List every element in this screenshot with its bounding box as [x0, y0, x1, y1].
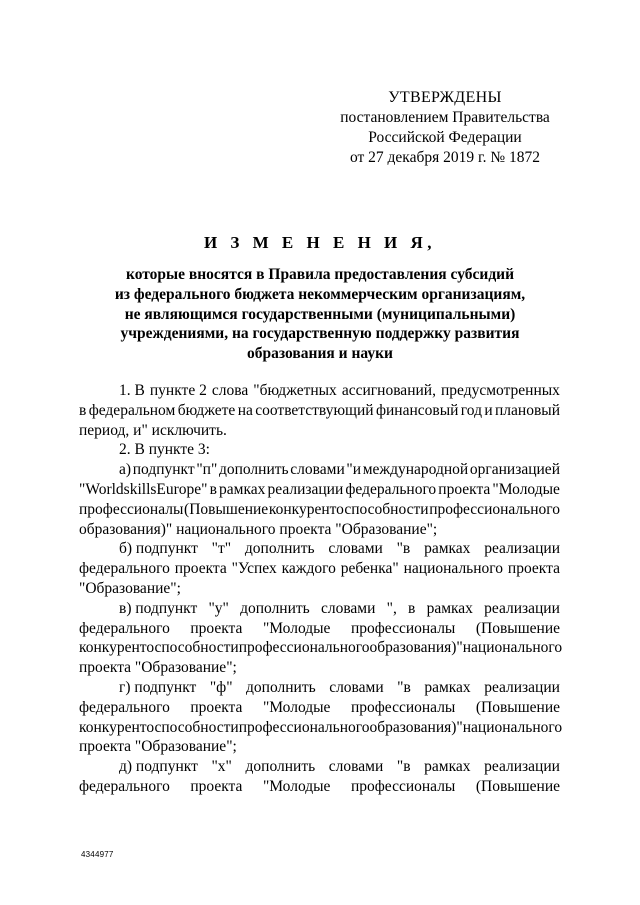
body-word: предусмотренных: [441, 382, 560, 399]
body-word: дополнить: [218, 461, 289, 479]
body-word: ребенка": [340, 560, 399, 578]
body-line: [79, 777, 560, 797]
body-word: ",: [386, 599, 397, 617]
body-word: рамках: [424, 758, 471, 776]
body-word: федерального: [79, 777, 170, 795]
body-word: образования)": [369, 718, 463, 736]
body-line: [79, 619, 560, 639]
body-line: [79, 638, 563, 658]
body-line: [79, 480, 560, 500]
body-word: профессионального: [238, 639, 370, 657]
body-word: "п": [196, 461, 218, 479]
body-line: [79, 559, 560, 579]
body-word: профессионалы: [350, 619, 456, 637]
body-word: дополнить: [244, 540, 315, 558]
body-word: а): [119, 461, 132, 479]
document-subtitle-line: из федерального бюджета некоммерческим организациям,: [114, 285, 526, 303]
body-word: "в: [396, 540, 411, 558]
document-subtitle-line: учреждениями, на государственную поддержку развития: [120, 325, 520, 343]
body-word: проекта: [190, 619, 243, 637]
body-word: "и: [346, 461, 362, 479]
body-word: рамках: [424, 678, 471, 696]
body-word: дополнить: [246, 678, 316, 696]
body-word: федерального: [345, 480, 437, 498]
body-word: федерального: [79, 560, 170, 578]
body-word: проекта: [507, 560, 560, 578]
body-word: рамках: [426, 599, 473, 617]
body-word: словами: [328, 540, 383, 558]
body-word: реализации: [484, 678, 560, 696]
body-word: федерального: [79, 619, 170, 637]
body-word: словами: [329, 678, 384, 696]
body-word: плановый: [495, 401, 560, 419]
body-word: в: [79, 401, 87, 419]
body-line: [79, 678, 560, 698]
body-word: (Повышение: [184, 500, 269, 518]
body-word: реализации: [484, 758, 560, 776]
approval-title: УТВЕРЖДЕНЫ: [388, 89, 502, 106]
body-word: проекта: [190, 698, 243, 716]
body-word: рамках: [424, 540, 471, 558]
body-word: бюджете: [177, 401, 236, 419]
body-word: подпункт: [132, 461, 195, 479]
body-line: [79, 599, 560, 619]
body-word: федеральном: [88, 401, 176, 419]
body-word: "бюджетных: [253, 382, 337, 399]
body-word: (Повышение: [475, 619, 560, 637]
body-word: на: [237, 401, 253, 419]
body-word: проекта: [174, 560, 227, 578]
body-word: д) подпункт: [119, 758, 198, 776]
body-word: год: [460, 401, 482, 419]
body-line: "Образование";: [79, 579, 181, 597]
body-word: образования)": [369, 639, 463, 657]
body-word: проекта: [438, 480, 491, 498]
body-line: проекта "Образование";: [79, 738, 237, 756]
approval-line: от 27 декабря 2019 г. № 1872: [349, 149, 541, 166]
body-word: б) подпункт: [119, 540, 198, 558]
body-word: финансовый: [375, 401, 459, 419]
body-word: (Повышение: [475, 698, 560, 716]
body-word: в) подпункт: [119, 599, 198, 617]
body-word: "Успех: [231, 560, 277, 578]
body-word: "у": [208, 599, 229, 617]
body-word: соответствующий: [255, 401, 374, 419]
body-word: профессионального: [238, 718, 370, 736]
document-subtitle-line: которые вносятся в Правила предоставления субсидий: [125, 266, 515, 283]
document-subtitle-line: не являющимся государственными (муниципальными): [124, 305, 516, 323]
body-word: профессионалы: [79, 500, 184, 518]
body-word: профессионалы: [350, 777, 456, 795]
body-word: каждого: [281, 560, 336, 578]
body-word: 1. В: [119, 382, 145, 399]
body-word: федерального: [79, 698, 170, 716]
body-word: дополнить: [240, 599, 310, 617]
document-title: И З М Е Н Е Н И Я,: [203, 233, 437, 252]
body-line: [79, 381, 560, 401]
body-word: "Молодые: [262, 698, 331, 716]
body-word: рамках: [219, 480, 266, 498]
body-word: национального: [462, 718, 563, 736]
document-heading: [70, 232, 570, 364]
body-word: профессионального: [429, 500, 560, 518]
body-word: "т": [211, 540, 232, 558]
body-word: слова: [211, 382, 249, 399]
body-word: "Молодые: [492, 480, 560, 498]
body-word: словами: [328, 758, 384, 776]
body-word: "х": [211, 758, 232, 776]
body-word: организацией: [469, 461, 560, 479]
body-word: г) подпункт: [119, 678, 197, 696]
approval-block: [310, 88, 580, 168]
body-word: национального: [403, 560, 504, 578]
document-body: [79, 381, 563, 797]
body-word: конкурентоспособности: [79, 718, 239, 736]
body-word: конкурентоспособности: [268, 500, 429, 518]
body-word: "Молодые: [262, 777, 331, 795]
body-line: проекта "Образование";: [79, 659, 237, 677]
body-line: [79, 500, 560, 520]
body-word: "ф": [209, 678, 233, 696]
body-word: профессионалы: [350, 698, 456, 716]
body-word: и: [484, 401, 493, 419]
body-word: (Повышение: [475, 777, 560, 795]
body-word: "в: [396, 758, 411, 776]
body-word: словами: [290, 461, 345, 479]
body-line: период, и" исключить.: [79, 421, 227, 439]
body-word: в: [209, 480, 217, 498]
body-word: пункте 2: [149, 382, 207, 399]
approval-line: постановлением Правительства: [340, 109, 550, 126]
approval-line: Российской Федерации: [368, 129, 522, 146]
body-word: проекта: [190, 777, 243, 795]
body-line: [79, 401, 560, 421]
body-word: ассигнований,: [341, 382, 436, 399]
body-word: конкурентоспособности: [79, 639, 239, 657]
body-word: "Молодые: [262, 619, 331, 637]
body-line: образования)" национального проекта "Образование";: [79, 520, 438, 538]
body-word: реализации: [484, 599, 560, 617]
document-subtitle-line: образования и науки: [247, 345, 393, 363]
body-word: "в: [397, 678, 411, 696]
body-word: реализации: [484, 540, 560, 558]
body-line: [79, 539, 560, 559]
body-line: [79, 718, 563, 738]
body-line: [79, 698, 560, 718]
body-word: "WorldskillsEurope": [79, 480, 208, 498]
body-word: международной: [362, 461, 469, 479]
body-word: реализации: [267, 480, 344, 498]
body-word: дополнить: [245, 758, 316, 776]
body-line: 2. В пункте 3:: [119, 441, 210, 459]
body-line: [79, 460, 560, 480]
body-word: в: [408, 599, 416, 617]
body-word: национального: [462, 639, 563, 657]
document-number: 4344977: [81, 850, 114, 859]
body-line: [79, 757, 560, 777]
body-word: словами: [320, 599, 376, 617]
